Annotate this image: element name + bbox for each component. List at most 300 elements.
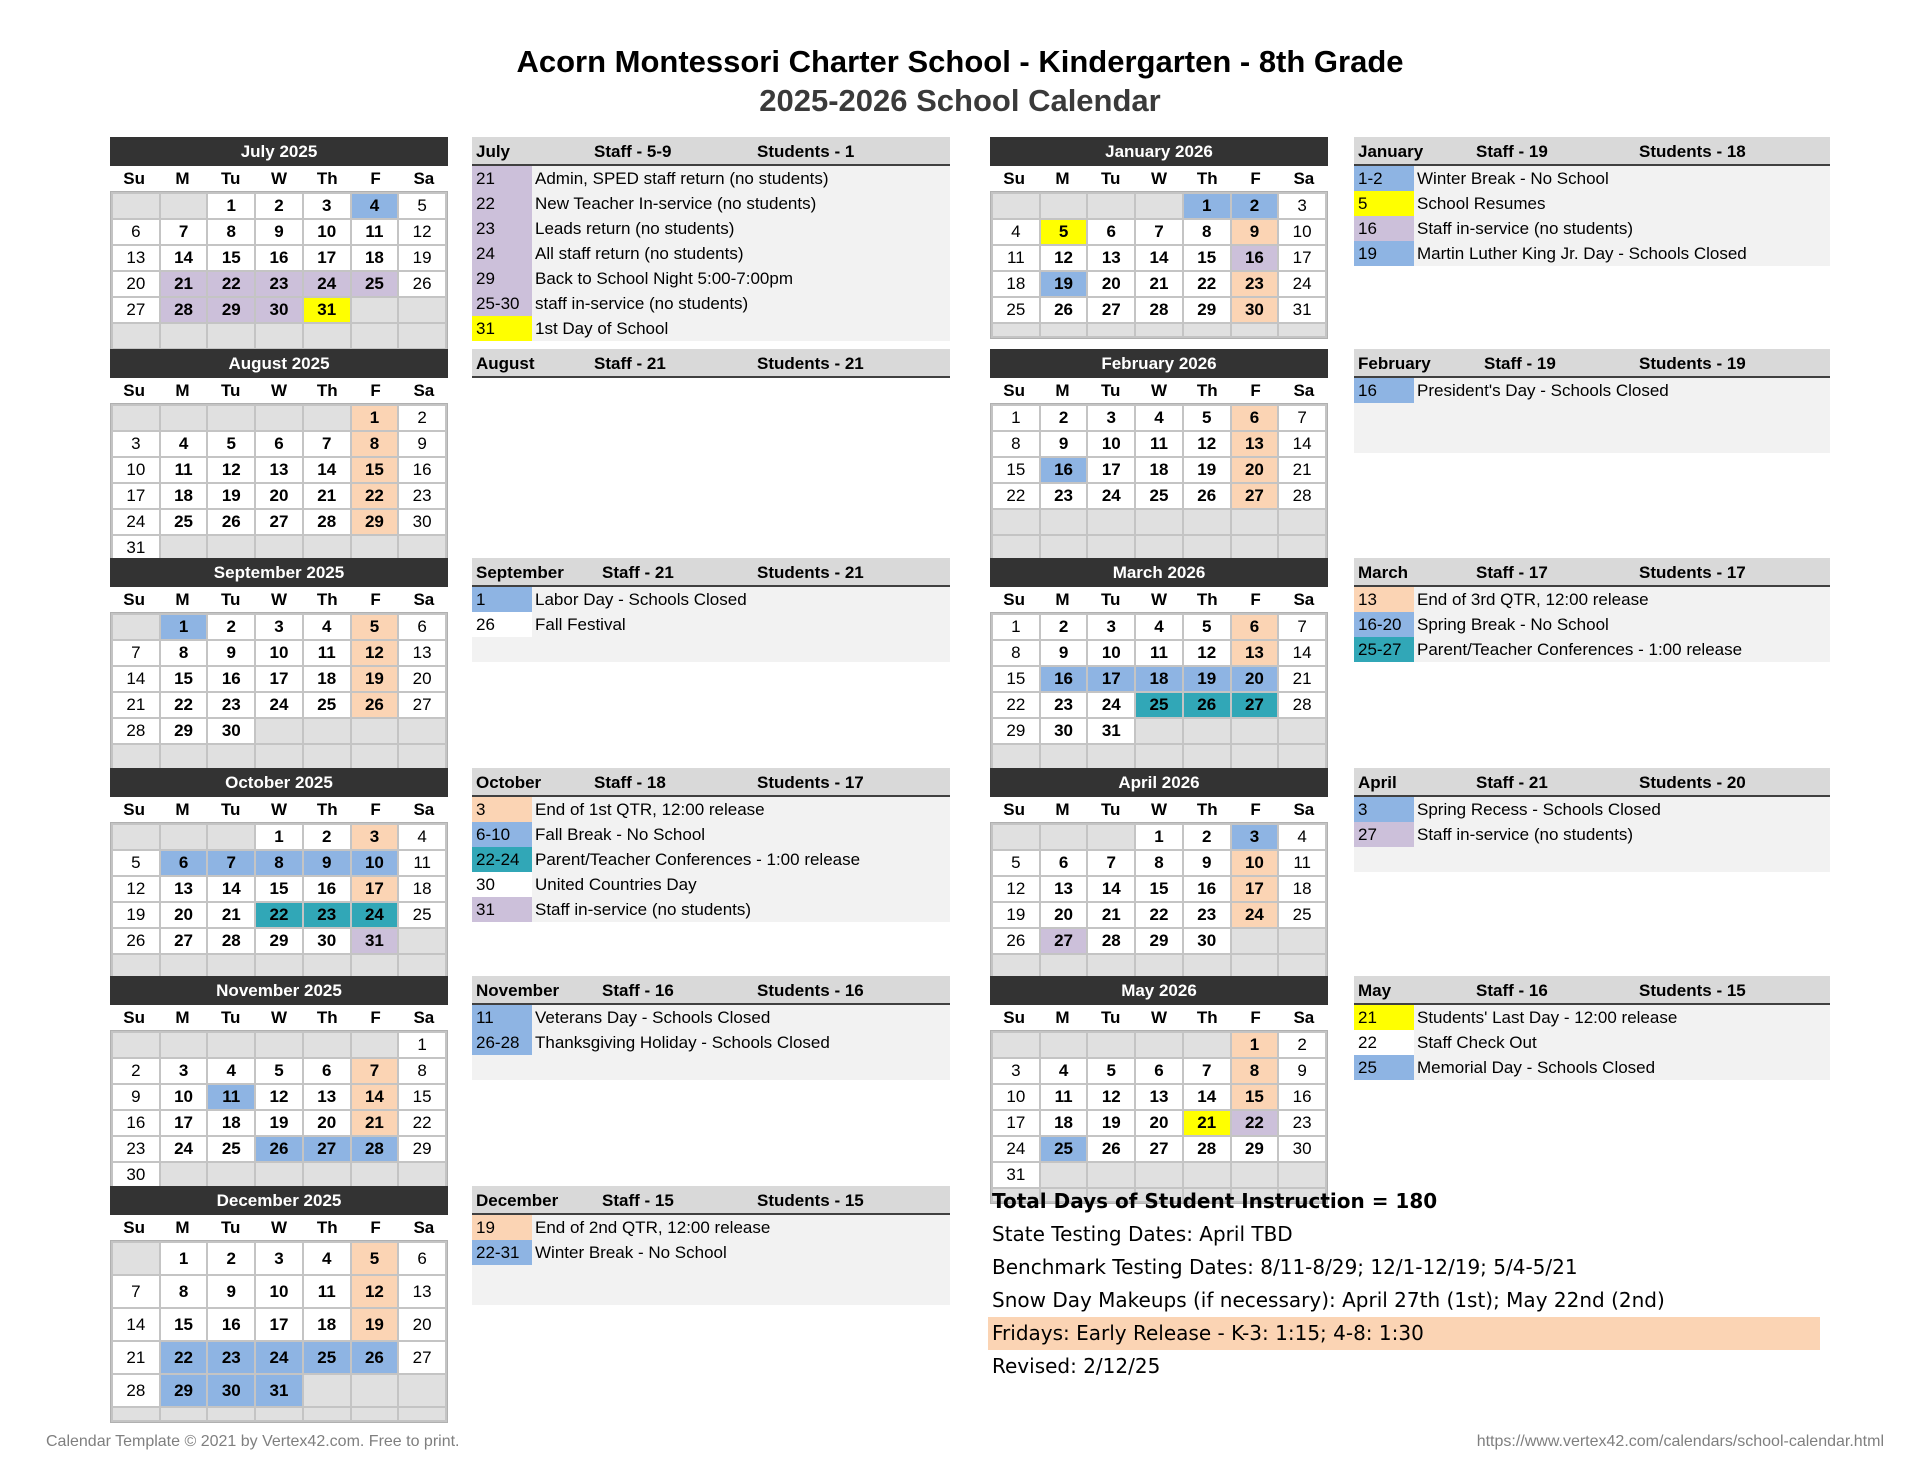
day-cell: 30 [113, 1163, 159, 1187]
day-cell: 17 [1279, 246, 1325, 270]
student-days-label: Students - 15 [1639, 981, 1746, 1000]
event-row [1354, 587, 1830, 612]
empty-day-cell [113, 1408, 159, 1420]
footer-url[interactable]: https://www.vertex42.com/calendars/school-calendar.html [1476, 1433, 1884, 1450]
empty-day-cell [113, 615, 159, 639]
day-cell: 19 [1184, 667, 1230, 691]
day-cell: 26 [352, 1342, 398, 1373]
student-days-label: Students - 21 [757, 354, 864, 373]
day-cell: 22 [256, 903, 302, 927]
weekday-header-row [990, 378, 1328, 403]
event-row [1354, 166, 1830, 191]
empty-day-cell [1088, 825, 1134, 849]
day-cell: 10 [993, 1085, 1039, 1109]
day-cell: 1 [352, 406, 398, 430]
weekday-label: Tu [1100, 800, 1121, 819]
page-title: Acorn Montessori Charter School - Kindergarten - 8th Grade [516, 44, 1404, 79]
empty-day-cell [1279, 745, 1325, 769]
month-events-panel [472, 137, 950, 341]
empty-day-cell [993, 510, 1039, 534]
benchmark-note: Benchmark Testing Dates: 8/11-8/29; 12/1-12/19; 5/4-5/21 [992, 1255, 1578, 1279]
weekday-label: Tu [220, 1008, 241, 1027]
empty-day-cell [1232, 536, 1278, 560]
empty-day-cell [256, 1033, 302, 1057]
empty-day-cell [1136, 194, 1182, 218]
day-cell: 22 [208, 272, 254, 296]
empty-day-cell [1041, 745, 1087, 769]
day-cell: 22 [1184, 272, 1230, 296]
event-date: 16 [1354, 216, 1414, 241]
month-calendar [990, 768, 1328, 996]
weekday-label: Sa [1293, 1008, 1315, 1027]
day-cell: 2 [399, 406, 445, 430]
day-cell: 2 [1041, 615, 1087, 639]
day-cell: 22 [161, 1342, 207, 1373]
day-cell: 29 [1184, 298, 1230, 322]
weekday-header-row [110, 587, 448, 612]
day-cell: 28 [113, 719, 159, 743]
weekday-header-row [110, 797, 448, 822]
day-cell: 18 [161, 484, 207, 508]
empty-day-cell [399, 745, 445, 769]
day-cell: 30 [304, 929, 350, 953]
weekday-label: Th [1196, 590, 1218, 609]
day-cell: 12 [1088, 1085, 1134, 1109]
day-grid [110, 612, 448, 786]
empty-day-cell [352, 745, 398, 769]
day-cell: 19 [399, 246, 445, 270]
day-cell: 21 [1279, 458, 1325, 482]
day-cell: 9 [256, 220, 302, 244]
total-days-note: Total Days of Student Instruction = 180 [992, 1189, 1438, 1213]
day-cell: 10 [113, 458, 159, 482]
empty-day-cell [1088, 1163, 1134, 1187]
weekday-label: Tu [220, 590, 241, 609]
day-cell: 28 [1088, 929, 1134, 953]
empty-day-cell [1041, 1033, 1087, 1057]
events-header [472, 768, 950, 797]
day-cell: 19 [352, 1309, 398, 1340]
day-cell: 24 [113, 510, 159, 534]
weekday-label: Th [1196, 169, 1218, 188]
event-date: 19 [472, 1215, 532, 1240]
weekday-header-row [990, 587, 1328, 612]
weekday-label: F [1250, 169, 1261, 188]
day-cell: 3 [993, 1059, 1039, 1083]
day-cell: 1 [993, 615, 1039, 639]
day-cell: 21 [304, 484, 350, 508]
empty-day-cell [161, 825, 207, 849]
empty-day-cell [304, 1375, 350, 1406]
day-cell: 26 [113, 929, 159, 953]
month-events-panel [472, 558, 950, 662]
staff-days-label: Staff - 19 [1476, 142, 1548, 161]
empty-day-cell [304, 1408, 350, 1420]
weekday-label: Su [123, 1218, 145, 1237]
event-text: Fall Festival [532, 612, 950, 637]
empty-day-cell [113, 1033, 159, 1057]
event-row [472, 1240, 950, 1265]
weekday-label: F [370, 1008, 381, 1027]
empty-day-cell [1136, 536, 1182, 560]
events-empty-area [1354, 847, 1830, 872]
empty-day-cell [1088, 194, 1134, 218]
day-cell: 4 [161, 432, 207, 456]
day-cell: 15 [1184, 246, 1230, 270]
event-row [472, 191, 950, 216]
day-cell: 1 [993, 406, 1039, 430]
day-cell: 6 [1232, 406, 1278, 430]
events-empty-area [472, 637, 950, 662]
day-cell: 28 [113, 1375, 159, 1406]
day-cell: 13 [1232, 641, 1278, 665]
weekday-label: Su [123, 169, 145, 188]
weekday-header-row [110, 378, 448, 403]
day-cell: 5 [1088, 1059, 1134, 1083]
weekday-label: Tu [220, 800, 241, 819]
day-cell: 11 [1136, 641, 1182, 665]
event-text: Students' Last Day - 12:00 release [1414, 1005, 1830, 1030]
weekday-label: Sa [413, 590, 435, 609]
event-row [472, 797, 950, 822]
day-cell: 10 [1088, 641, 1134, 665]
day-cell: 16 [1184, 877, 1230, 901]
weekday-label: M [175, 169, 190, 188]
day-cell: 11 [993, 246, 1039, 270]
day-cell: 26 [993, 929, 1039, 953]
empty-day-cell [304, 536, 350, 560]
event-row [472, 216, 950, 241]
weekday-label: Su [123, 1008, 145, 1027]
day-cell: 4 [1279, 825, 1325, 849]
day-cell: 29 [1232, 1137, 1278, 1161]
weekday-label: W [270, 590, 288, 609]
day-cell: 29 [1136, 929, 1182, 953]
weekday-label: M [175, 381, 190, 400]
event-date: 21 [472, 166, 532, 191]
day-cell: 14 [208, 877, 254, 901]
event-text: New Teacher In-service (no students) [532, 191, 950, 216]
month-header: April 2026 [990, 768, 1328, 797]
day-cell: 1 [208, 194, 254, 218]
day-cell: 26 [1184, 484, 1230, 508]
day-cell: 5 [1041, 220, 1087, 244]
day-cell: 23 [113, 1137, 159, 1161]
weekday-label: Su [1003, 800, 1025, 819]
day-cell: 23 [208, 1342, 254, 1373]
day-cell: 24 [256, 1342, 302, 1373]
weekday-label: W [1150, 590, 1168, 609]
day-cell: 6 [256, 432, 302, 456]
event-row [472, 1215, 950, 1240]
day-cell: 31 [993, 1163, 1039, 1187]
empty-day-cell [1041, 1163, 1087, 1187]
day-cell: 20 [1041, 903, 1087, 927]
day-cell: 12 [1184, 432, 1230, 456]
day-cell: 15 [256, 877, 302, 901]
day-cell: 9 [1279, 1059, 1325, 1083]
empty-day-cell [1279, 1163, 1325, 1187]
day-cell: 22 [399, 1111, 445, 1135]
day-cell: 4 [1041, 1059, 1087, 1083]
empty-day-cell [304, 406, 350, 430]
day-cell: 27 [1088, 298, 1134, 322]
event-date: 25-27 [1354, 637, 1414, 662]
day-cell: 10 [304, 220, 350, 244]
day-cell: 14 [161, 246, 207, 270]
day-cell: 10 [1088, 432, 1134, 456]
day-cell: 3 [1088, 615, 1134, 639]
events-header [472, 137, 950, 166]
day-cell: 13 [1136, 1085, 1182, 1109]
day-cell: 21 [1136, 272, 1182, 296]
empty-day-cell [256, 745, 302, 769]
day-cell: 30 [1041, 719, 1087, 743]
events-header [1354, 768, 1830, 797]
events-header [1354, 558, 1830, 587]
day-cell: 21 [161, 272, 207, 296]
day-cell: 9 [399, 432, 445, 456]
day-cell: 9 [208, 1276, 254, 1307]
day-cell: 13 [399, 1276, 445, 1307]
weekday-header-row [110, 1215, 448, 1240]
empty-day-cell [1088, 324, 1134, 336]
student-days-label: Students - 20 [1639, 773, 1746, 792]
day-cell: 24 [1088, 693, 1134, 717]
day-cell: 17 [1088, 458, 1134, 482]
event-row [1354, 191, 1830, 216]
event-date: 26 [476, 615, 495, 634]
day-cell: 9 [1041, 641, 1087, 665]
day-cell: 29 [256, 929, 302, 953]
day-cell: 2 [1041, 406, 1087, 430]
day-cell: 23 [1184, 903, 1230, 927]
weekday-header-row [110, 1005, 448, 1030]
day-cell: 16 [208, 667, 254, 691]
day-cell: 13 [1088, 246, 1134, 270]
day-cell: 1 [1136, 825, 1182, 849]
month-calendar [110, 1186, 448, 1423]
empty-day-cell [208, 745, 254, 769]
weekday-label: Th [316, 1218, 338, 1237]
day-cell: 6 [399, 1243, 445, 1274]
day-cell: 18 [352, 246, 398, 270]
day-cell: 18 [399, 877, 445, 901]
empty-day-cell [352, 536, 398, 560]
day-cell: 16 [1232, 246, 1278, 270]
empty-day-cell [1184, 1163, 1230, 1187]
weekday-label: Th [1196, 1008, 1218, 1027]
weekday-label: F [1250, 590, 1261, 609]
staff-days-label: Staff - 5-9 [594, 142, 672, 161]
empty-day-cell [304, 719, 350, 743]
day-cell: 14 [1279, 641, 1325, 665]
day-cell: 7 [1279, 406, 1325, 430]
day-cell: 11 [1041, 1085, 1087, 1109]
day-cell: 24 [304, 272, 350, 296]
weekday-label: W [270, 169, 288, 188]
day-cell: 23 [399, 484, 445, 508]
event-text: Back to School Night 5:00-7:00pm [532, 266, 950, 291]
month-calendar [110, 558, 448, 786]
day-cell: 28 [161, 298, 207, 322]
day-cell: 2 [304, 825, 350, 849]
day-cell: 27 [1136, 1137, 1182, 1161]
day-cell: 17 [256, 667, 302, 691]
day-cell: 11 [304, 1276, 350, 1307]
day-cell: 5 [352, 615, 398, 639]
day-cell: 31 [1088, 719, 1134, 743]
weekday-header-row [990, 1005, 1328, 1030]
event-text: Parent/Teacher Conferences - 1:00 release [532, 847, 950, 872]
student-days-label: Students - 21 [757, 563, 864, 582]
day-cell: 19 [208, 484, 254, 508]
day-cell: 15 [399, 1085, 445, 1109]
event-text: staff in-service (no students) [532, 291, 950, 316]
event-text: End of 3rd QTR, 12:00 release [1414, 587, 1830, 612]
day-cell: 18 [993, 272, 1039, 296]
month-events-panel [472, 349, 950, 378]
weekday-label: Tu [1100, 169, 1121, 188]
events-month-label: January [1358, 142, 1424, 161]
day-cell: 25 [304, 1342, 350, 1373]
day-cell: 14 [113, 1309, 159, 1340]
staff-days-label: Staff - 21 [1476, 773, 1548, 792]
event-date: 13 [1354, 587, 1414, 612]
event-row [1354, 1030, 1830, 1055]
day-cell: 27 [113, 298, 159, 322]
event-text: Staff in-service (no students) [1414, 216, 1830, 241]
day-cell: 8 [1136, 851, 1182, 875]
day-cell: 11 [161, 458, 207, 482]
day-cell: 8 [208, 220, 254, 244]
day-cell: 26 [1184, 693, 1230, 717]
staff-days-label: Staff - 17 [1476, 563, 1548, 582]
day-cell: 17 [256, 1309, 302, 1340]
day-cell: 19 [1088, 1111, 1134, 1135]
empty-day-cell [399, 1163, 445, 1187]
empty-day-cell [304, 1163, 350, 1187]
weekday-label: Su [123, 381, 145, 400]
weekday-label: Th [316, 169, 338, 188]
event-text: Staff Check Out [1414, 1030, 1830, 1055]
staff-days-label: Staff - 19 [1484, 354, 1556, 373]
event-text: Spring Recess - Schools Closed [1414, 797, 1830, 822]
day-cell: 17 [1232, 877, 1278, 901]
empty-day-cell [1232, 510, 1278, 534]
events-month-label: December [476, 1191, 559, 1210]
day-cell: 2 [256, 194, 302, 218]
fridays-note: Fridays: Early Release - K-3: 1:15; 4-8: 1:30 [988, 1317, 1820, 1350]
day-cell: 18 [1136, 667, 1182, 691]
day-cell: 24 [1088, 484, 1134, 508]
event-date: 23 [472, 216, 532, 241]
day-cell: 27 [256, 510, 302, 534]
day-cell: 23 [208, 693, 254, 717]
day-cell: 12 [1184, 641, 1230, 665]
empty-day-cell [161, 324, 207, 348]
empty-day-cell [208, 825, 254, 849]
day-cell: 14 [352, 1085, 398, 1109]
weekday-label: Su [1003, 169, 1025, 188]
empty-day-cell [399, 298, 445, 322]
day-cell: 2 [1184, 825, 1230, 849]
empty-day-cell [399, 536, 445, 560]
event-date: 11 [472, 1005, 532, 1030]
empty-day-cell [1184, 510, 1230, 534]
event-text: End of 1st QTR, 12:00 release [532, 797, 950, 822]
day-cell: 17 [352, 877, 398, 901]
student-days-label: Students - 17 [757, 773, 864, 792]
month-header: February 2026 [990, 349, 1328, 378]
day-cell: 17 [113, 484, 159, 508]
day-cell: 7 [352, 1059, 398, 1083]
notes-panel [988, 1185, 1820, 1383]
empty-day-cell [399, 1375, 445, 1406]
day-cell: 28 [1136, 298, 1182, 322]
empty-day-cell [256, 1163, 302, 1187]
day-cell: 6 [1088, 220, 1134, 244]
month-calendar [110, 976, 448, 1204]
day-cell: 20 [161, 903, 207, 927]
empty-day-cell [1136, 1033, 1182, 1057]
empty-day-cell [1136, 510, 1182, 534]
events-header [472, 1186, 950, 1215]
day-cell: 20 [1136, 1111, 1182, 1135]
day-cell: 27 [1041, 929, 1087, 953]
day-cell: 31 [352, 929, 398, 953]
event-text: Staff in-service (no students) [532, 897, 950, 922]
day-cell: 3 [256, 615, 302, 639]
day-cell: 4 [304, 615, 350, 639]
weekday-label: Su [1003, 1008, 1025, 1027]
event-text: Leads return (no students) [532, 216, 950, 241]
day-cell: 30 [1232, 298, 1278, 322]
events-header [472, 558, 950, 587]
month-header: January 2026 [990, 137, 1328, 166]
event-text: Memorial Day - Schools Closed [1414, 1055, 1830, 1080]
empty-day-cell [993, 825, 1039, 849]
day-cell: 25 [399, 903, 445, 927]
empty-day-cell [1184, 324, 1230, 336]
weekday-label: Tu [1100, 381, 1121, 400]
day-cell: 28 [352, 1137, 398, 1161]
weekday-label: M [175, 1008, 190, 1027]
day-cell: 14 [1279, 432, 1325, 456]
day-cell: 16 [113, 1111, 159, 1135]
day-cell: 5 [352, 1243, 398, 1274]
day-cell: 12 [993, 877, 1039, 901]
events-header [472, 976, 950, 1005]
day-cell: 8 [993, 641, 1039, 665]
day-cell: 30 [1279, 1137, 1325, 1161]
empty-day-cell [352, 324, 398, 348]
empty-day-cell [1184, 1033, 1230, 1057]
events-empty-area [472, 1055, 950, 1080]
weekday-label: Tu [220, 1218, 241, 1237]
day-cell: 28 [1184, 1137, 1230, 1161]
day-cell: 1 [1184, 194, 1230, 218]
day-cell: 25 [1136, 693, 1182, 717]
revised-note: Revised: 2/12/25 [992, 1354, 1161, 1378]
empty-day-cell [352, 298, 398, 322]
event-row [472, 291, 950, 316]
weekday-label: Sa [1293, 381, 1315, 400]
day-grid [110, 822, 448, 996]
day-grid [110, 191, 448, 365]
weekday-label: W [1150, 169, 1168, 188]
day-cell: 7 [161, 220, 207, 244]
